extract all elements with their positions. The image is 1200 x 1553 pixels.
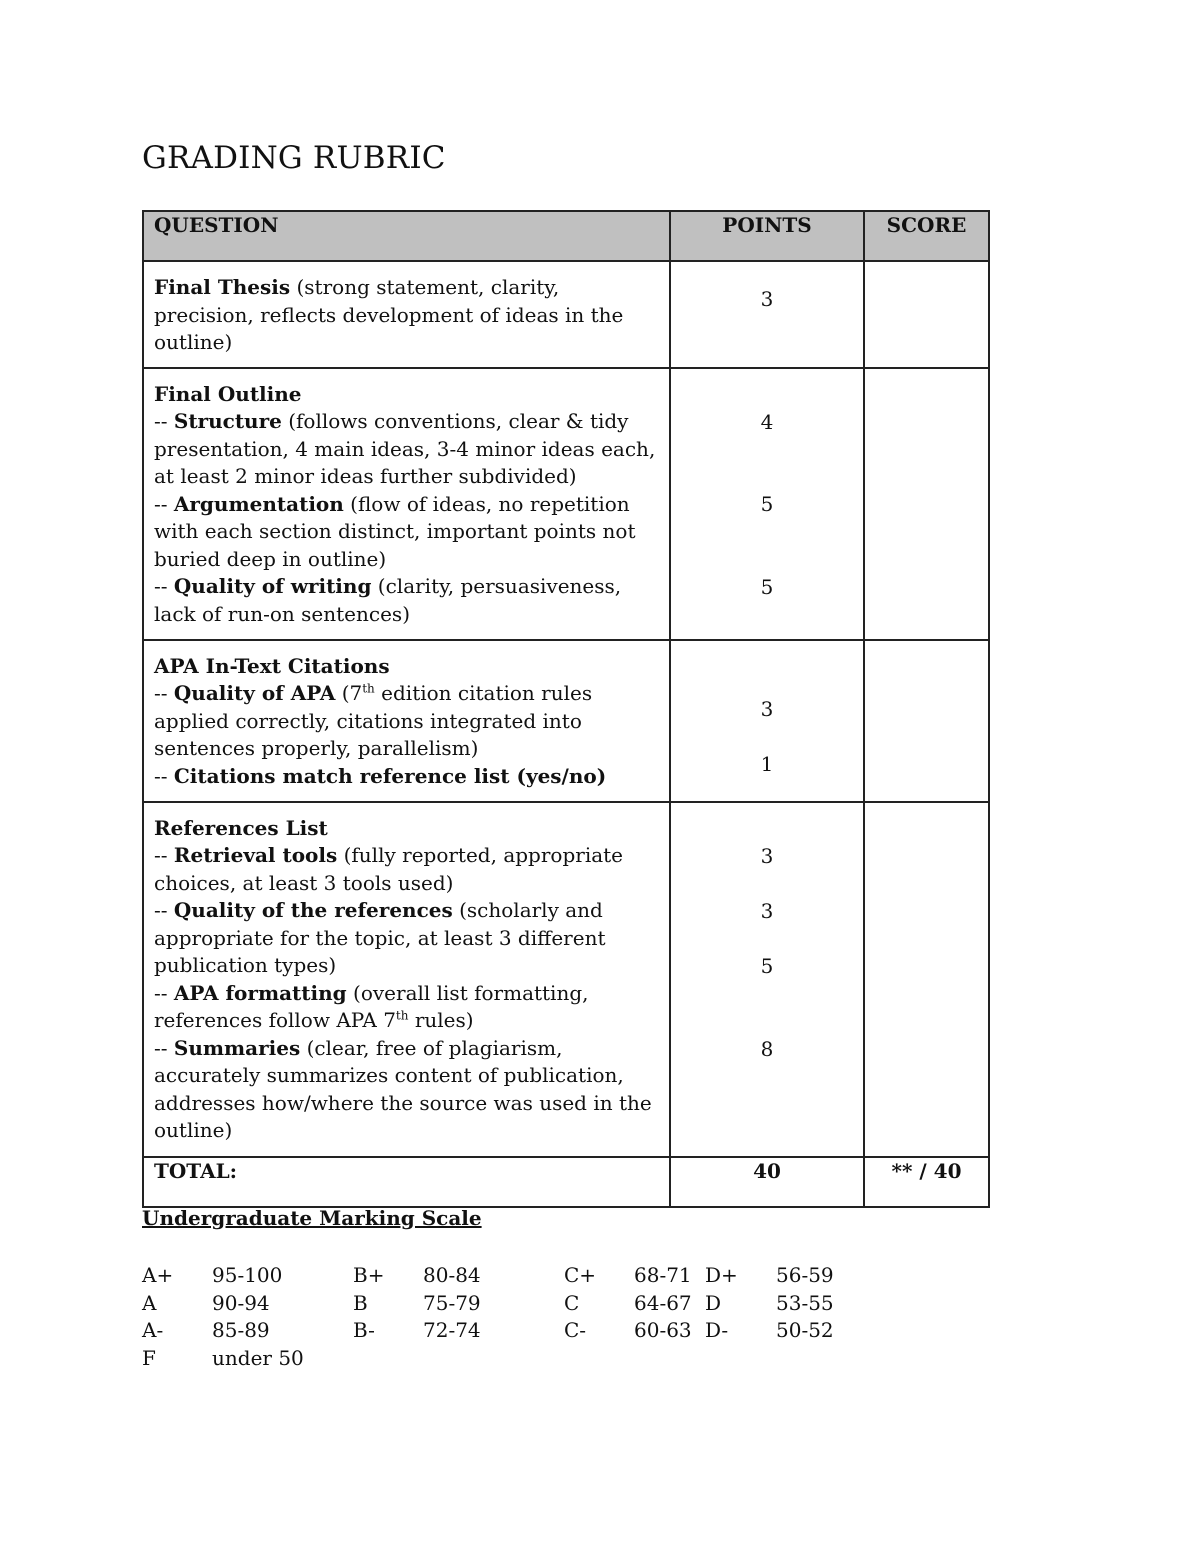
grade-letter: B-	[353, 1318, 375, 1342]
grade-letter: A	[142, 1290, 157, 1315]
item-prefix: --	[154, 681, 174, 705]
header-question: QUESTION	[143, 211, 670, 261]
table-row-total	[143, 1157, 989, 1207]
score-cell	[864, 368, 989, 640]
grade-letter: D	[705, 1290, 722, 1315]
grade-range: 50-52	[776, 1318, 834, 1342]
grade-range: 60-63	[634, 1318, 692, 1342]
grade-range: 68-71	[634, 1263, 692, 1287]
table-row-final-thesis	[143, 261, 989, 368]
question-cell	[143, 261, 670, 368]
criterion-title: Argumentation	[173, 491, 344, 516]
criterion-title: Structure	[173, 409, 282, 433]
header-points: POINTS	[670, 211, 864, 261]
item-prefix: --	[154, 898, 174, 922]
marking-scale-row	[142, 1345, 902, 1373]
grade-range: 72-74	[423, 1318, 481, 1342]
criterion-description: (scholarly and appropriate for the topic, at least 3 different publication types)	[154, 898, 606, 977]
table-row-apa-citations	[143, 640, 989, 802]
page-title: GRADING RUBRIC	[142, 140, 446, 176]
item-prefix: --	[154, 1035, 174, 1060]
marking-scale-row	[142, 1317, 902, 1345]
grade-range: 90-94	[212, 1290, 270, 1315]
section-heading: Final Outline	[154, 381, 302, 406]
points-value: 5	[760, 953, 774, 978]
score-cell	[864, 802, 989, 1157]
question-cell	[143, 368, 670, 640]
criterion-description: (clear, free of plagiarism, accurately summarizes content of publication, addresses how/where the source was used in the outline)	[154, 1035, 652, 1142]
criterion-title: Quality of APA	[173, 681, 336, 705]
criterion-title: Citations match reference list (yes/no)	[173, 763, 607, 788]
grade-letter: C-	[564, 1318, 587, 1342]
marking-scale	[142, 1262, 902, 1372]
table-row-references-list	[143, 802, 989, 1157]
criterion-description: (overall list formatting, references follow APA 7	[154, 980, 589, 1032]
points-value: 5	[760, 574, 774, 599]
marking-scale-row	[142, 1262, 902, 1290]
item-prefix: --	[154, 409, 174, 433]
score-cell	[864, 261, 989, 368]
criterion-title: Final Thesis	[154, 275, 291, 299]
total-score: ** / 40	[864, 1157, 989, 1207]
grade-letter: D+	[705, 1263, 738, 1287]
item-prefix: --	[154, 574, 174, 598]
item-prefix: --	[154, 491, 174, 516]
criterion-description: (fully reported, appropriate choices, at least 3 tools used)	[154, 843, 624, 895]
table-row-final-outline	[143, 368, 989, 640]
score-cell	[864, 640, 989, 802]
total-label: TOTAL:	[143, 1157, 670, 1207]
criterion-description: (follows conventions, clear & tidy presentation, 4 main ideas, 3-4 minor ideas each, at least 2 minor ideas further subdivided)	[154, 409, 656, 488]
points-value: 3	[760, 287, 774, 311]
grade-range: under 50	[212, 1345, 304, 1370]
ordinal-superscript: th	[395, 1008, 409, 1023]
question-cell	[143, 640, 670, 802]
total-points: 40	[670, 1157, 864, 1207]
criterion-title: Quality of writing	[173, 574, 372, 598]
question-cell	[143, 802, 670, 1157]
criterion-title: APA formatting	[173, 980, 347, 1005]
points-cell	[670, 261, 864, 368]
item-prefix: --	[154, 843, 174, 867]
criterion-description: (7	[335, 681, 363, 705]
points-cell	[670, 802, 864, 1157]
points-value: 1	[760, 751, 774, 776]
criterion-title: Retrieval tools	[173, 843, 338, 867]
grade-range: 56-59	[776, 1263, 834, 1287]
grade-letter: A+	[142, 1263, 174, 1287]
points-value: 3	[760, 696, 774, 721]
table-header-row	[143, 211, 989, 261]
grade-range: 75-79	[423, 1290, 481, 1315]
criterion-description: (strong statement, clarity, precision, reflects development of ideas in the outline)	[154, 275, 624, 354]
points-cell	[670, 640, 864, 802]
criterion-title: Summaries	[173, 1035, 301, 1060]
criterion-title: Quality of the references	[173, 898, 453, 922]
points-value: 4	[760, 409, 774, 434]
points-value: 3	[760, 843, 774, 868]
criterion-description: edition citation rules applied correctly, citations integrated into sentences properly, parallelism)	[154, 681, 593, 760]
section-heading: APA In-Text Citations	[154, 653, 390, 678]
marking-scale-title: Undergraduate Marking Scale	[142, 1206, 482, 1230]
item-prefix: --	[154, 763, 174, 788]
points-value: 5	[760, 491, 774, 516]
grade-letter: B	[353, 1290, 368, 1315]
grading-rubric-table	[142, 210, 990, 1208]
grade-range: 53-55	[776, 1290, 834, 1315]
criterion-description: (flow of ideas, no repetition with each section distinct, important points not buried deep in outline)	[154, 491, 636, 571]
criterion-description: rules)	[408, 1008, 474, 1032]
points-value: 3	[760, 898, 774, 923]
grade-range: 80-84	[423, 1263, 481, 1287]
grade-letter: A-	[142, 1318, 164, 1342]
marking-scale-row	[142, 1290, 902, 1318]
grade-range: 95-100	[212, 1263, 283, 1287]
points-value: 8	[760, 1036, 774, 1061]
grade-letter: B+	[353, 1263, 385, 1287]
item-prefix: --	[154, 980, 174, 1005]
ordinal-superscript: th	[362, 681, 375, 696]
grade-range: 85-89	[212, 1318, 270, 1342]
criterion-description: (clarity, persuasiveness, lack of run-on sentences)	[154, 574, 622, 626]
points-cell	[670, 368, 864, 640]
grade-letter: D-	[705, 1318, 729, 1342]
header-score: SCORE	[864, 211, 989, 261]
section-heading: References List	[154, 815, 328, 840]
grade-letter: F	[142, 1345, 156, 1370]
grade-letter: C	[564, 1290, 580, 1315]
grade-letter: C+	[564, 1263, 597, 1287]
grade-range: 64-67	[634, 1290, 692, 1315]
